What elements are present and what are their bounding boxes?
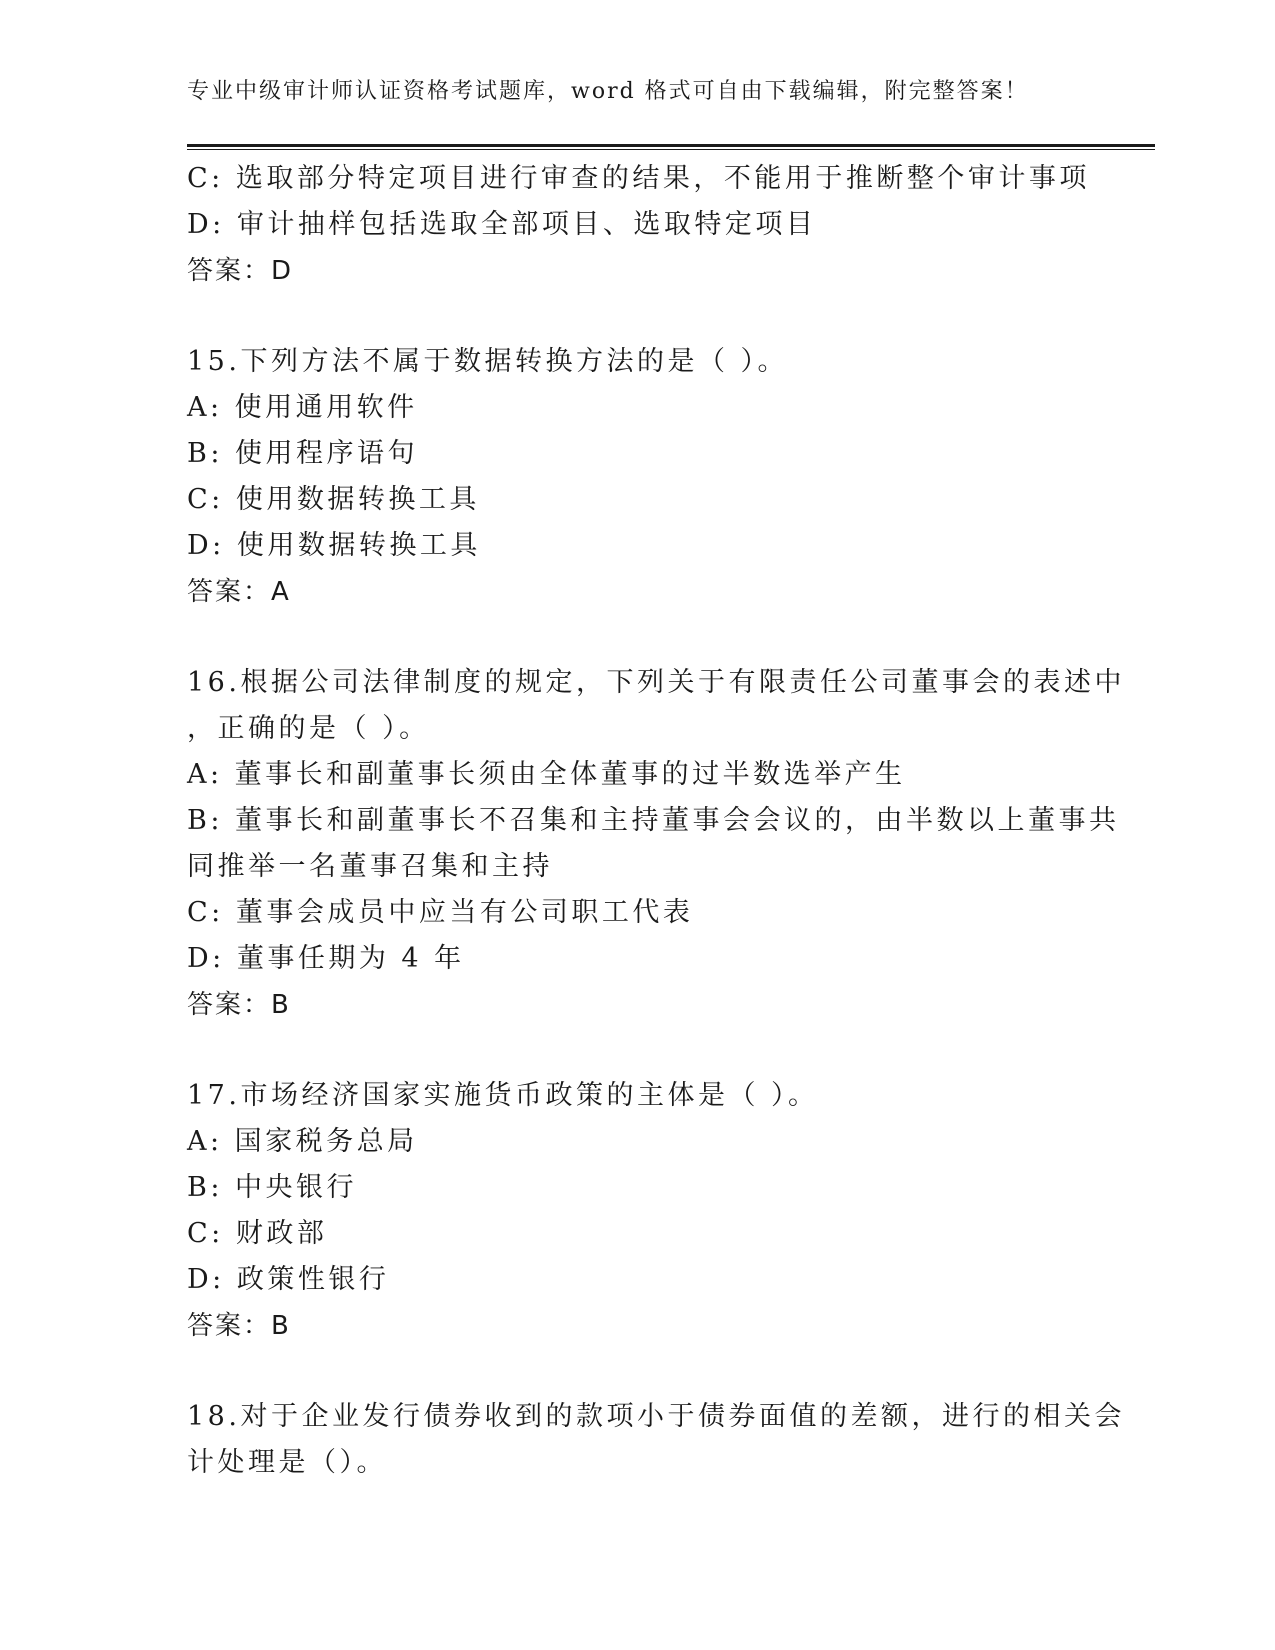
header-rule-thick	[187, 144, 1155, 147]
option-b: B: 中央银行	[187, 1172, 358, 1203]
option-c: C: 董事会成员中应当有公司职工代表	[187, 897, 694, 928]
question-text: 15.下列方法不属于数据转换方法的是（ ）。	[187, 346, 789, 377]
answer: 答案：A	[187, 577, 291, 607]
question-text: 16.根据公司法律制度的规定，下列关于有限责任公司董事会的表述中	[187, 667, 1125, 698]
option-d: D: 审计抽样包括选取全部项目、选取特定项目	[187, 209, 817, 240]
option-c: C: 使用数据转换工具	[187, 484, 480, 515]
option-d: D: 董事任期为 4 年	[187, 943, 465, 974]
option-d: D: 使用数据转换工具	[187, 530, 481, 561]
option-b-cont: 同推举一名董事召集和主持	[187, 851, 553, 882]
question-18	[187, 1394, 1125, 1486]
answer: 答案：B	[187, 1311, 291, 1341]
option-b: B: 使用程序语句	[187, 438, 419, 469]
header-rule-thin	[187, 149, 1155, 150]
option-a: A: 国家税务总局	[187, 1126, 418, 1157]
question-text-cont: ，正确的是（ ）。	[187, 713, 430, 744]
question-text: 17.市场经济国家实施货币政策的主体是（ ）。	[187, 1080, 819, 1111]
question-16	[187, 660, 1125, 1028]
option-a: A: 董事长和副董事长须由全体董事的过半数选举产生	[187, 759, 906, 790]
question-content	[187, 156, 1125, 1486]
answer: 答案：D	[187, 256, 294, 286]
question-text: 18.对于企业发行债券收到的款项小于债券面值的差额，进行的相关会	[187, 1401, 1125, 1432]
option-c: C: 财政部	[187, 1218, 328, 1249]
option-b: B: 董事长和副董事长不召集和主持董事会会议的，由半数以上董事共	[187, 805, 1120, 836]
option-c: C: 选取部分特定项目进行审查的结果，不能用于推断整个审计事项	[187, 163, 1090, 194]
question-14	[187, 156, 1090, 294]
page-header: 专业中级审计师认证资格考试题库，word 格式可自由下载编辑，附完整答案！	[187, 79, 1029, 104]
question-17	[187, 1073, 1087, 1349]
option-d: D: 政策性银行	[187, 1264, 390, 1295]
answer: 答案：B	[187, 990, 291, 1020]
question-text-cont: 计处理是（）。	[187, 1447, 387, 1478]
question-15	[187, 339, 1087, 615]
option-a: A: 使用通用软件	[187, 392, 418, 423]
